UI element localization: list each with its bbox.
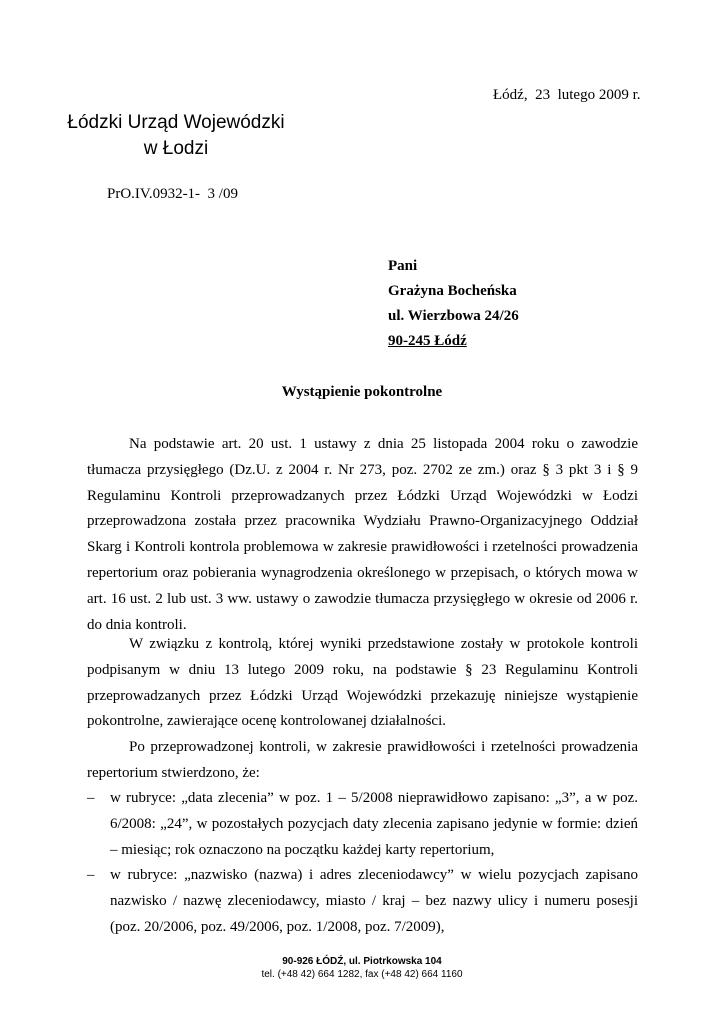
paragraph-text: W związku z kontrolą, której wyniki przedstawione zostały w protokole kontroli podpisanym w dniu 13 lutego 2009 roku, na podstawie § 23 Regulaminu Kontroli przeprowadzanych przez Łódzki Urząd Wojewódzki przekazuję niniejsze wystąpienie pokontrolne, zawierające ocenę kontrolowanej działalności. [87, 636, 638, 730]
office-name-line1: Łódzki Urząd Wojewódzki [67, 112, 285, 133]
recipient-street: ul. Wierzbowa 24/26 [388, 308, 519, 324]
paragraph-protocol [87, 632, 638, 735]
findings-list [87, 786, 638, 941]
finding-text: w rubryce: „nazwisko (nazwa) i adres zleceniodawcy” w wielu pozycjach zapisano nazwisko / nazwę zleceniodawcy, miasto / kraj – bez nazwy ulicy i numeru posesji (poz. 20/2006, poz. 49/2006, poz. 1/2008, poz. 7/2009), [110, 867, 638, 935]
paragraph-findings-intro [87, 735, 638, 787]
document-title: Wystąpienie pokontrolne [281, 384, 443, 400]
recipient-salutation: Pani [388, 258, 418, 274]
paragraph-legal-basis [87, 432, 638, 638]
issuing-office [60, 110, 292, 162]
finding-text: w rubryce: „data zlecenia” w poz. 1 – 5/2008 nieprawidłowo zapisano: „3”, a w poz. 6/2008: „24”, w pozostałych pozycjach daty zlecenia zapisano jedynie w formie: dzień – miesiąc; rok oznaczono na początku każdej karty repertorium, [110, 790, 638, 858]
paragraph-text: Na podstawie art. 20 ust. 1 ustawy z dnia 25 listopada 2004 roku o zawodzie tłumacza przysięgłego (Dz.U. z 2004 r. Nr 273, poz. 2702 ze zm.) oraz § 3 pkt 3 i § 9 Regulaminu Kontroli przeprowadzanych przez Łódzki Urząd Wojewódzki w Łodzi przeprowadzona została przez pracownika Wydziału Prawno-Organizacyjnego Oddział Skarg i Kontroli kontrola problemowa w zakresie prawidłowości i rzetelności prowadzenia repertorium oraz pobierania wynagrodzenia określonego w przepisach, o których mowa w art. 16 ust. 2 lub ust. 3 ww. ustawy o zawodzie tłumacza przysięgłego w okresie od 2006 r. do dnia kontroli. [87, 436, 638, 633]
reference-number: PrO.IV.0932-1- 3 /09 [107, 186, 238, 202]
office-name-line2: w Łodzi [143, 138, 209, 159]
footer-phone: tel. (+48 42) 664 1282, fax (+48 42) 664 1160 [261, 969, 463, 980]
dash-bullet: – [87, 867, 95, 884]
list-item [87, 863, 638, 940]
recipient-name: Grażyna Bocheńska [388, 283, 517, 299]
page-footer [0, 955, 724, 981]
list-item [87, 786, 638, 863]
recipient-address [388, 254, 519, 354]
recipient-city: 90-245 Łódź [388, 333, 467, 349]
paragraph-text: Po przeprowadzonej kontroli, w zakresie prawidłowości i rzetelności prowadzenia repertorium stwierdzono, że: [87, 739, 638, 781]
document-date: Łódź, 23 lutego 2009 r. [493, 87, 641, 103]
footer-address: 90-926 ŁÓDŹ, ul. Piotrkowska 104 [282, 956, 442, 967]
dash-bullet: – [87, 790, 95, 806]
